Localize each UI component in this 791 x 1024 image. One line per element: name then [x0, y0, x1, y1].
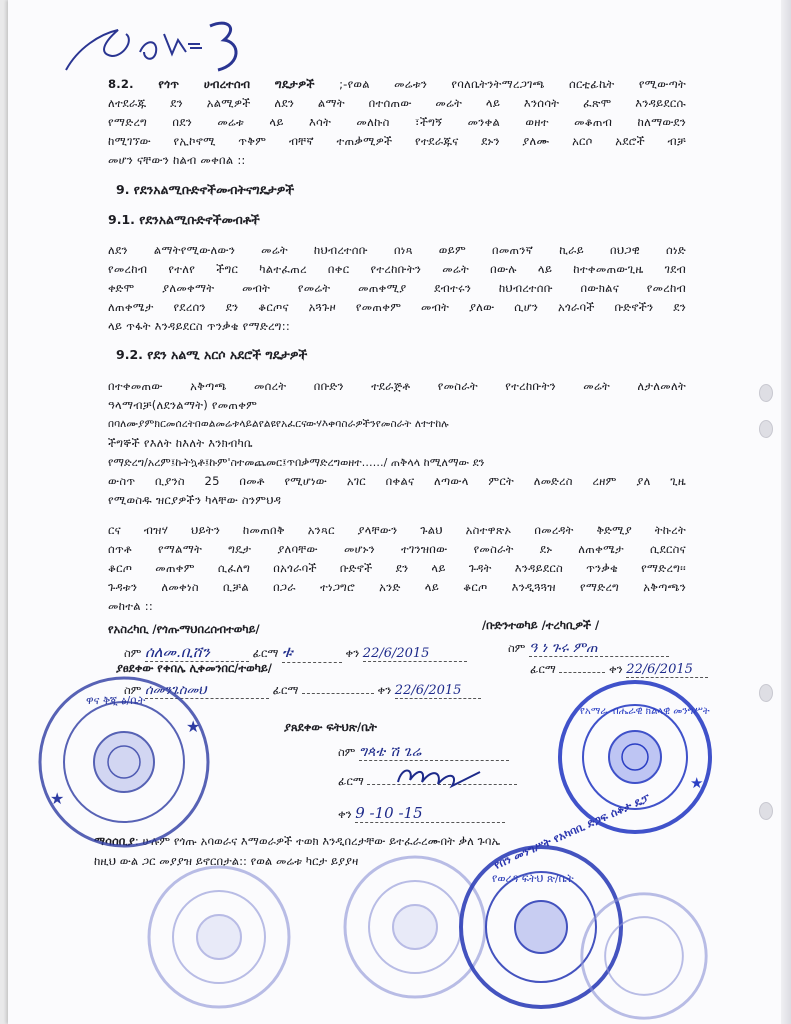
kebele-signature-line: [302, 693, 374, 694]
handover-signature: ቱ: [282, 642, 342, 663]
punch-hole: [759, 420, 773, 438]
receiver-name-value: ዓ ነ ጉሩ ምጠ: [529, 640, 669, 657]
receiver-name-row: ስም ዓ ነ ጉሩ ምጠ: [508, 640, 669, 657]
punch-hole: [759, 802, 773, 820]
stamp-star-icon: ★: [50, 789, 65, 808]
stamp-text-overlay: የበን መንግሥት የአካባቢ ድጋፍ ሰቆታ ዴፓ: [492, 791, 652, 872]
section-9-1-line: ላይ ጥፋት እንዳይደርስ ጥንቃቄ የማድረግ::: [108, 319, 290, 333]
stamp-star-icon: ★: [690, 774, 704, 792]
court-stamp-text: የወረዳ ፍትህ ጽ/ቤት: [492, 872, 574, 885]
section-9-2-heading: 9.2. የደን አልሚ አርሶ አደሮች ግዴታዎች: [116, 347, 308, 362]
section-9-2-line: ችግኞች የእለት ከእለት እንክብካቤ: [108, 436, 253, 450]
faint-stamp: [574, 888, 714, 1024]
section-8-2-line: [108, 75, 686, 94]
kebele-name-value: ሰመንጌስመህ: [145, 683, 269, 699]
receiver-date: 22/6/2015: [626, 662, 708, 678]
section-9-2-line: የሚወስዱ ዝርያዎችን ካላቸው ስንምህዳ: [108, 493, 282, 507]
handover-name-row: ስም ሰለመ.ቢሸን ፊርማ ቱ ቀን 22/6/2015: [124, 642, 467, 663]
punch-hole: [759, 384, 773, 402]
section-9-2-line: ሰጥቶ የማልማት ግዴታ ያለባቸው መሆኑን ተገንዝበው የመስራት ደኑ ለጠቀሜታ ሲደርስና: [108, 542, 686, 556]
section-9-2-line: ጉዳቱን ለመቀነስ ቢቻል በጋራ ተነጋግሮ አንድ ላይ ቆርጦ እንዲጓጓዝ የማድረግ አቅጣጫን: [108, 580, 686, 594]
left-official-stamp: [36, 674, 212, 850]
left-stamp-text: ዋና ቅጂ ፅ/ቤት: [86, 694, 146, 707]
court-name-value: ግጳቴ ሽ ጌሬ: [359, 744, 509, 761]
section-9-2-line: በተቀመጠው አቅጣጫ መሰረት በቡድን ተደራጅቶ የመስራት የተረከቡትን መሬት ለታለመለት: [108, 379, 686, 393]
note-line: ማሳሰቢያ: ሁሉም የጎጡ አባወራና እማወራዎች ተወክ እንዲበረታቸው ይተፈራረሙበት ቃለ ጉባኤ: [94, 834, 501, 848]
section-9-2-line: መከተል ::: [108, 599, 153, 613]
section-9-1-line: ለጠቀሜታ የደረሰን ደን ቆርጦና አጓጉዞ የመጠቀም መብት ያለው ሲሆን አጎራባች ቡድኖችን ደን: [108, 300, 686, 314]
court-name-row: ስም ግጳቴ ሽ ጌሬ: [338, 744, 509, 761]
section-9-1-line: ቀድሞ ያለመቀማት መብት የመሬት መጠቀሚያ ደብተሩን ከህብረተሰቡ በውክልና የመረከብ: [108, 281, 686, 295]
punch-hole: [759, 684, 773, 702]
court-signature-scribble: [392, 762, 492, 792]
section-9-heading: 9. የደንአልሚቡድኖችመብትናግዴታዎች: [116, 182, 295, 197]
note-line: ከዚህ ውል ጋር መያያዝ ይኖርበታል:: የወል መሬቱ ካርታ ይያያዛ: [94, 854, 359, 868]
section-9-2-line: ውስጥ ቢያንስ 25 በመቶ የሚሆነው አገር በቀልና ለጣውላ ምርት ለመድረስ ረዘም ያለ ጊዜ: [108, 474, 686, 488]
section-8-2-text: ;-የወል መሬቱን የባለቤትንትማረጋገጫ ሰርቲፊኬት የሚውጣት: [339, 77, 686, 91]
court-date: 9 -10 -15: [355, 804, 505, 823]
note-label: ማሳሰቢያ: [94, 834, 135, 848]
handwritten-page-number: [60, 12, 250, 82]
faint-stamp: [144, 862, 294, 1012]
kebele-title: ያፀደቀው የቀበሌ ሊቀመንበር/ተወካይ/: [116, 661, 272, 675]
court-sign-row: ፊርማ: [338, 774, 517, 789]
section-9-1-line: የመረከብ የተለየ ችግር ካልተፈጠረ በቀር የተረከቡትን መሬት በውሉ ላይ ከተቀመጠውጊዜ ገደብ: [108, 262, 686, 276]
receiver-title: /ቡድንተወካይ /ተረካቢዎች /: [482, 618, 600, 632]
page-edge: [781, 0, 791, 1024]
court-title: ያጸደቀው ፍትህጽ/ቤት: [284, 720, 377, 734]
section-9-2-line: በባለሙያምክርመሰረትበወልመሬቱላይልየልዩየአፈርናውሃእቀባስራዎችንየመስራት ለተተከሉ: [108, 418, 449, 430]
section-9-2-line: ዓላማብቻ(ለደንልማት) የመጠቀም: [108, 398, 258, 412]
receiver-signature-line: [559, 672, 605, 673]
section-8-2-heading: 8.2. የጎጥ ሀብረተሰብ ግዴታዎች: [108, 77, 315, 91]
right-official-stamp: [556, 678, 714, 836]
section-9-2-line: ርና ብዝሃ ህይትን ከመጠበቅ አንጻር ያላቸውን ጉልህ አስተዋጽኦ በመረዳት ቅድሚያ ትኩረት: [108, 523, 686, 537]
section-8-2-line: የማድረግ በደን መሬቱ ላይ እሳት መለኩስ ፣ችግኝ መንቀል ወዘተ መቆጠብ ከለማውደን: [108, 115, 686, 129]
section-8-2-line: ለተደራጁ ደን አልሚዎች ለደን ልማት በተሰጠው መሬት ላይ እንሰሳት ፈጽሞ እንዳይደርሱ: [108, 96, 686, 110]
section-9-1-heading: 9.1. የደንአልሚቡድኖችመብቶች: [108, 212, 260, 227]
note-text: ሁሉም የጎጡ አባወራና እማወራዎች ተወክ እንዲበረታቸው ይተፈራረሙበት ቃለ ጉባኤ: [142, 834, 501, 848]
handover-title: የአስረካቢ /የጎጡማህበረሰብተወካይ/: [108, 622, 260, 636]
kebele-date: 22/6/2015: [395, 683, 481, 699]
handover-date: 22/6/2015: [363, 646, 467, 662]
section-9-2-line: የማድረግ/አረም፤ኩትኳቶ፤ኩም'ስተመጨመር፤ጥበቃማድረግወዘተ……/ ጠቅላላ ከሚለማው ደን: [108, 456, 485, 469]
receiver-sign-row: ፊርማ ቀን 22/6/2015: [530, 662, 708, 678]
kebele-row: ስም ሰመንጌስመህ ፊርማ ቀን 22/6/2015: [124, 683, 481, 699]
handover-name-value: ሰለመ.ቢሸን: [145, 643, 249, 662]
right-stamp-text: የአማራ ብሔራዊ ክልላዊ መንግሥት: [580, 706, 710, 717]
section-8-2-line: መሆን ናቸውን ከልብ መቀበል ::: [108, 153, 246, 167]
section-9-2-line: ቆርጦ መጠቀም ሲፈለግ በአጎራባች ቡድኖች ደን ላይ ጉዳት እንዳይደርስ ጥንቃቄ የማድረግ፡፡: [108, 561, 686, 575]
section-8-2-line: ከሚገኘው የኢኮኖሚ ጥቅም ብቸኛ ተጠቃሚዎች የተደራጁና ደኑን ያለሙ አርሶ አደሮች ብቻ: [108, 134, 686, 148]
section-9-1-line: ለደን ልማትየሚውለውን መሬት ከህብረተሰቡ በነጻ ወይም በመጠንኛ ኪራይ በህጋዊ ሰነድ: [108, 243, 686, 257]
stamp-star-icon: ★: [186, 717, 201, 736]
court-date-row: ቀን 9 -10 -15: [338, 804, 505, 823]
